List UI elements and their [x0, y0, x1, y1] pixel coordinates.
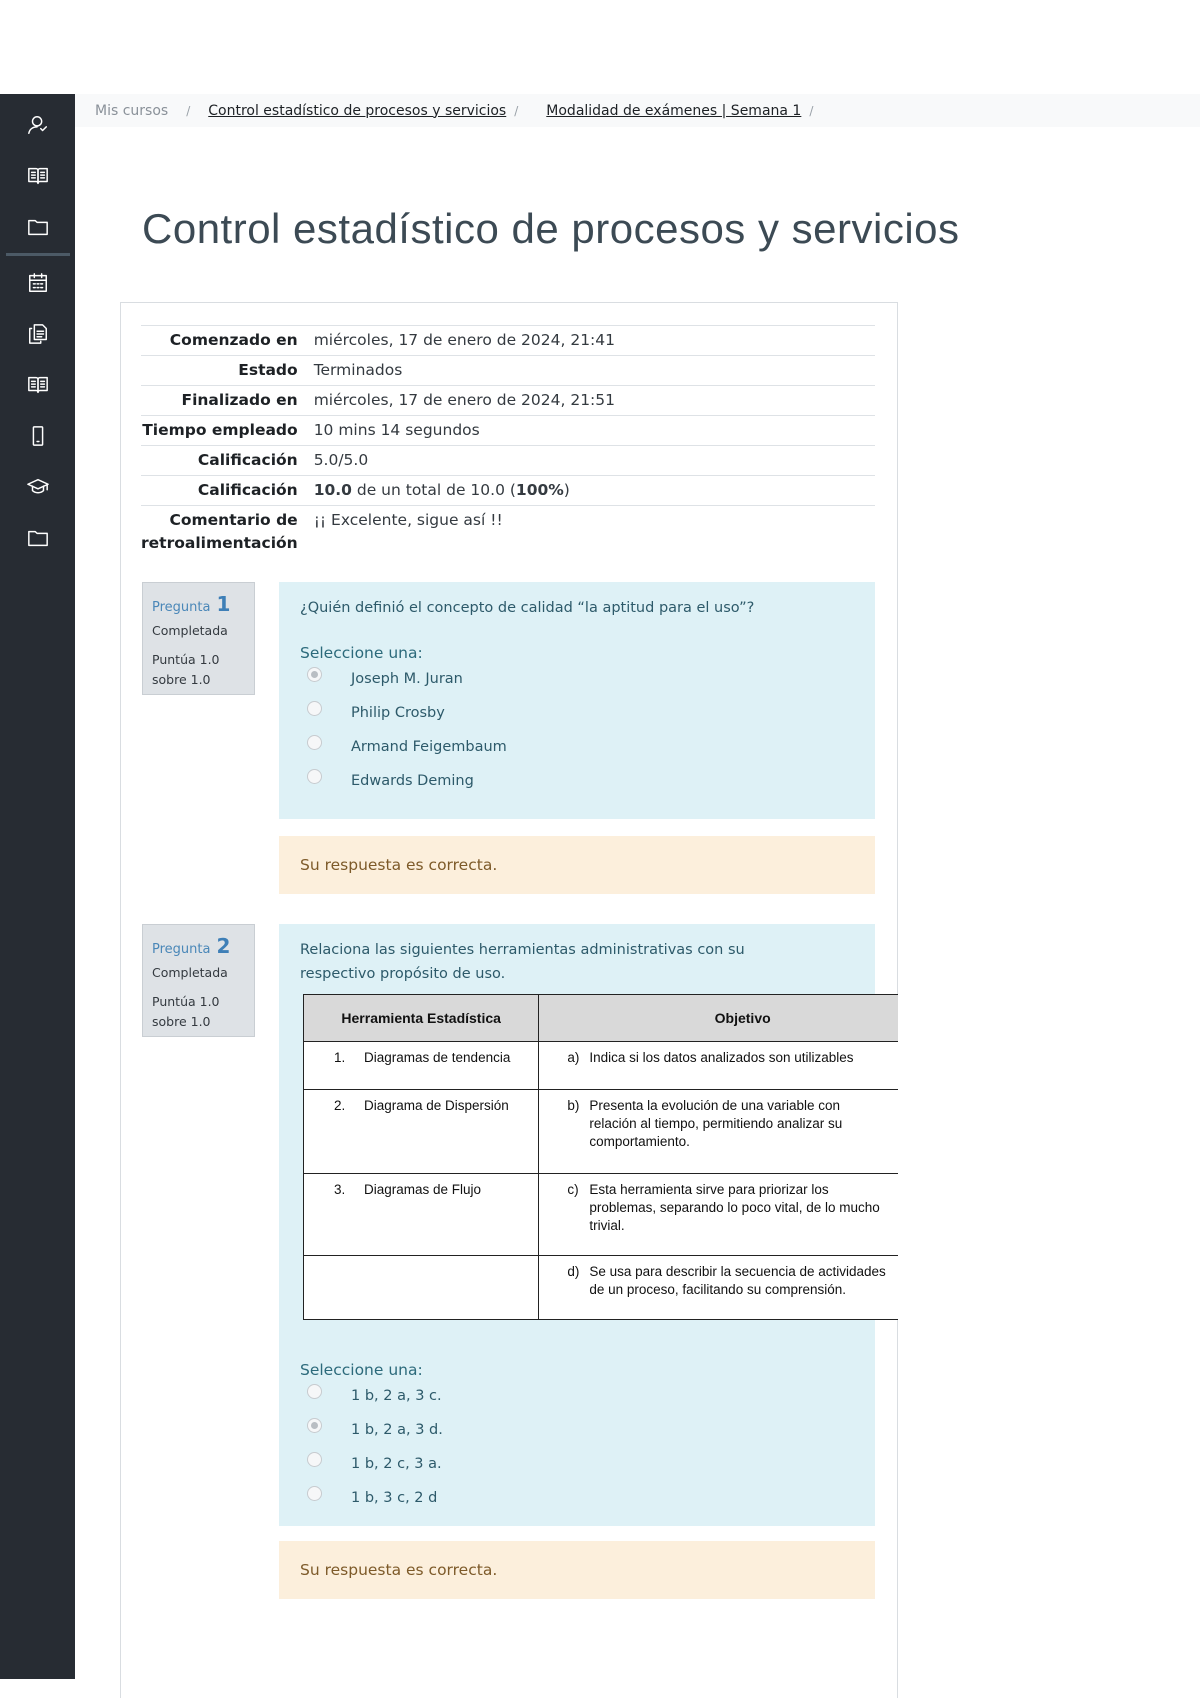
summary-row: [141, 326, 875, 356]
user-icon[interactable]: [26, 113, 50, 137]
question-info-2: [142, 924, 255, 1037]
breadcrumb-item-course[interactable]: Control estadístico de procesos y servicios: [208, 102, 507, 119]
calendar-icon[interactable]: [26, 271, 50, 295]
row-number: 3.: [334, 1182, 346, 1197]
answer-option[interactable]: [300, 1379, 854, 1413]
answer-option-label: Edwards Deming: [351, 773, 474, 789]
summary-row: [141, 416, 875, 446]
answer-option[interactable]: [300, 696, 854, 730]
mobile-icon[interactable]: [26, 424, 50, 448]
row-letter: a): [567, 1050, 580, 1065]
question-label: Pregunta: [152, 942, 211, 957]
question-number-value: 1: [216, 592, 231, 616]
answer-option-label: Joseph M. Juran: [351, 671, 463, 687]
question-state: Completada: [152, 965, 228, 980]
answer-option-label: 1 b, 2 a, 3 c.: [351, 1388, 442, 1404]
answer-option[interactable]: [300, 1413, 854, 1447]
summary-label: Finalizado en: [141, 386, 314, 416]
tools-table-image: [303, 994, 898, 1321]
radio[interactable]: [307, 769, 322, 784]
row-letter: c): [567, 1182, 579, 1197]
table-cell: [539, 1090, 898, 1174]
row-letter: b): [567, 1098, 580, 1113]
table-header-row: [304, 995, 899, 1042]
radio[interactable]: [307, 701, 322, 716]
breadcrumb-separator: /: [186, 103, 191, 118]
book-icon[interactable]: [26, 164, 50, 188]
table-header: Herramienta Estadística: [304, 995, 539, 1042]
breadcrumb-item-mis-cursos[interactable]: Mis cursos: [95, 102, 169, 119]
table-cell: [539, 1174, 898, 1256]
summary-value: miércoles, 17 de enero de 2024, 21:41: [314, 326, 875, 356]
radio[interactable]: [307, 735, 322, 750]
summary-label: Calificación: [141, 446, 314, 476]
left-sidebar: [0, 94, 75, 1679]
table-row: [304, 1042, 899, 1090]
radio-selected[interactable]: [307, 667, 322, 682]
summary-row: [141, 506, 875, 559]
answer-option[interactable]: [300, 1447, 854, 1481]
answer-option-label: Armand Feigembaum: [351, 739, 507, 755]
question-number: [152, 934, 245, 958]
tool-objective: Se usa para describir la secuencia de actividades de un proceso, facilitando su comprensión.: [589, 1264, 886, 1297]
summary-row: [141, 476, 875, 506]
answer-option-label: 1 b, 2 c, 3 a.: [351, 1456, 442, 1472]
radio[interactable]: [307, 1452, 322, 1467]
tool-name: Diagrama de Dispersión: [364, 1098, 509, 1113]
answer-option-label: 1 b, 2 a, 3 d.: [351, 1422, 443, 1438]
question-number-value: 2: [216, 934, 231, 958]
answer-option[interactable]: [300, 764, 854, 798]
summary-label: Estado: [141, 356, 314, 386]
question-content-1: [279, 582, 875, 819]
grade-percent: 100%: [515, 481, 564, 499]
documents-icon[interactable]: [26, 322, 50, 346]
table-cell: [304, 1256, 539, 1320]
feedback-correct: Su respuesta es correcta.: [279, 836, 875, 894]
page-title: Control estadístico de procesos y servicios: [142, 205, 960, 252]
graduation-cap-icon[interactable]: [26, 475, 50, 499]
folder-icon[interactable]: [26, 215, 50, 239]
question-grade: Puntúa 1.0 sobre 1.0: [152, 652, 220, 687]
question-number: [152, 592, 245, 616]
summary-row: [141, 356, 875, 386]
summary-value: ¡¡ Excelente, sigue así !!: [314, 506, 875, 559]
folder-icon[interactable]: [26, 526, 50, 550]
table-cell: [304, 1174, 539, 1256]
row-number: 2.: [334, 1098, 346, 1113]
breadcrumb-item-exam-modality[interactable]: Modalidad de exámenes | Semana 1: [546, 102, 802, 119]
book-icon[interactable]: [26, 373, 50, 397]
tool-objective: Presenta la evolución de una variable con relación al tiempo, permitiendo analizar su comportamiento.: [589, 1098, 843, 1149]
radio[interactable]: [307, 1384, 322, 1399]
tool-objective: Esta herramienta sirve para priorizar los problemas, separando lo poco vital, de lo mucho trivial.: [589, 1182, 880, 1233]
table-header: Objetivo: [539, 995, 898, 1042]
tool-name: Diagramas de Flujo: [364, 1182, 482, 1197]
grade-close: ): [563, 481, 570, 499]
sidebar-divider: [6, 253, 70, 256]
answer-option[interactable]: [300, 730, 854, 764]
question-text: ¿Quién definió el concepto de calidad “la aptitud para el uso”?: [300, 600, 755, 616]
table-row: [304, 1090, 899, 1174]
summary-value: Terminados: [314, 356, 875, 386]
answer-prompt: Seleccione una:: [300, 644, 423, 662]
tool-name: Diagramas de tendencia: [364, 1050, 511, 1065]
breadcrumb-separator: /: [514, 103, 519, 118]
breadcrumb-separator: /: [809, 103, 814, 118]
summary-value: [314, 476, 875, 506]
summary-row: [141, 446, 875, 476]
summary-label: Calificación: [141, 476, 314, 506]
summary-label: Tiempo empleado: [141, 416, 314, 446]
table-cell: [304, 1042, 539, 1090]
grade-total: de un total de 10.0 (: [351, 481, 516, 499]
attempt-summary-table: [141, 325, 875, 558]
summary-value: miércoles, 17 de enero de 2024, 21:51: [314, 386, 875, 416]
row-number: 1.: [334, 1050, 346, 1065]
summary-row: [141, 386, 875, 416]
answer-prompt: Seleccione una:: [300, 1361, 423, 1379]
summary-label: Comentario de retroalimentación: [141, 506, 314, 559]
answer-option[interactable]: [300, 662, 854, 696]
table-row: [304, 1174, 899, 1256]
table-cell: [539, 1256, 898, 1320]
table-cell: [304, 1090, 539, 1174]
tool-objective: Indica si los datos analizados son utilizables: [589, 1050, 854, 1065]
answer-option-label: Philip Crosby: [351, 705, 445, 721]
grade-score: 10.0: [313, 481, 352, 499]
summary-value: 10 mins 14 segundos: [314, 416, 875, 446]
question-info-1: [142, 582, 255, 695]
answer-option[interactable]: [300, 1481, 854, 1515]
question-text: Relaciona las siguientes herramientas administrativas con su respectivo propósito de uso.: [300, 942, 745, 982]
question-grade: Puntúa 1.0 sobre 1.0: [152, 994, 220, 1029]
radio[interactable]: [307, 1486, 322, 1501]
table-row: [304, 1256, 899, 1320]
tools-table: [303, 994, 898, 1320]
summary-value: 5.0/5.0: [314, 446, 875, 476]
summary-label: Comenzado en: [141, 326, 314, 356]
radio-selected[interactable]: [307, 1418, 322, 1433]
feedback-correct: Su respuesta es correcta.: [279, 1541, 875, 1599]
row-letter: d): [567, 1264, 580, 1279]
answer-option-label: 1 b, 3 c, 2 d: [351, 1490, 438, 1506]
breadcrumb: [75, 94, 1200, 127]
table-cell: [539, 1042, 898, 1090]
question-state: Completada: [152, 623, 228, 638]
question-label: Pregunta: [152, 600, 211, 615]
